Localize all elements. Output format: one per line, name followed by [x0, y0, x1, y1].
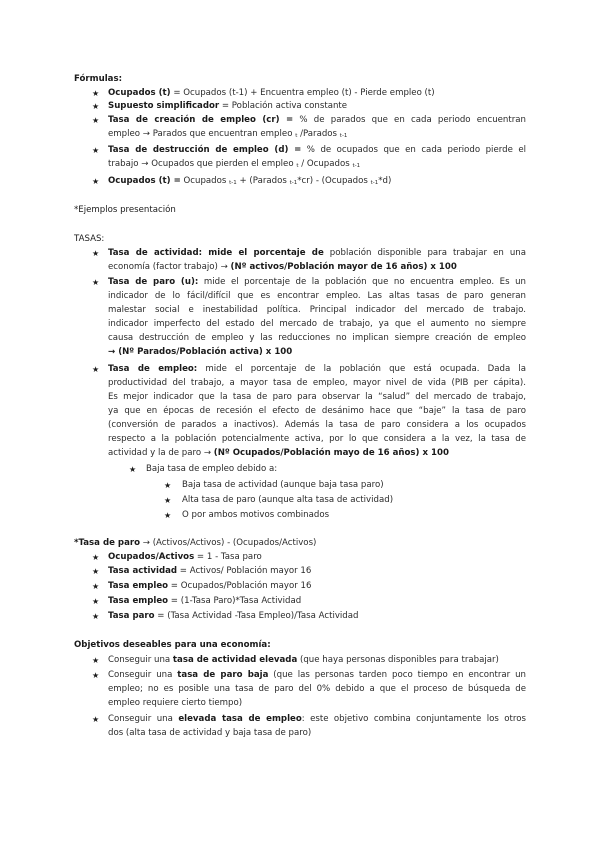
formula-item: Supuesto simplificador = Población activa constante [108, 101, 348, 111]
objetivo-item-cont: empleo requiere cierto tiempo) [108, 698, 243, 708]
tasa-empleo-text: (conversión de parados a inactivos). Además la tasa de paro considera a los ocupados [108, 420, 526, 430]
objetivos-heading: Objetivos deseables para una economía: [74, 640, 271, 650]
star-icon: ★ [92, 715, 100, 724]
formula-item: Ocupados (t) = Ocupados $_{t-1}$ + (Parados $_{t-1}$*cr) - (Ocupados $_{t-1}$*d) [108, 176, 392, 186]
tasa-paro-text: malestar social e inestabilidad política. Principal indicador del mercado de trabajo. [108, 305, 526, 315]
sub-sub-item: O por ambos motivos combinados [182, 510, 330, 520]
star-icon: ★ [92, 365, 100, 374]
tasa-paro-item: Ocupados/Activos = 1 - Tasa paro [108, 552, 262, 562]
tasa-empleo-text: respecto a la población potencialmente activa, por lo que considera a la vez, la tasa de [108, 434, 526, 444]
star-icon: ★ [92, 249, 100, 258]
objetivo-item-cont: empleo; no es posible una tasa de paro del 0% debido a que el proceso de búsqueda de [108, 684, 526, 694]
tasa-empleo-text: ya que en épocas de recesión el efecto de desánimo hace que “baje” la tasa de paro [108, 406, 526, 416]
star-icon: ★ [129, 465, 137, 474]
tasas-heading: TASAS: [74, 234, 105, 244]
star-icon: ★ [92, 102, 100, 111]
tasa-paro-text: indicador imperfecto del estado del mercado de trabajo, ya que el aumento no siempre [108, 319, 526, 329]
star-icon: ★ [164, 496, 172, 505]
star-icon: ★ [92, 612, 100, 621]
star-icon: ★ [92, 116, 100, 125]
star-icon: ★ [92, 146, 100, 155]
formula-item-cont: trabajo → Ocupados que pierden el empleo $_t$ / Ocupados $_{t-1}$ [108, 159, 361, 169]
star-icon: ★ [92, 567, 100, 576]
tasa-paro-item: Tasa empleo = (1-Tasa Paro)*Tasa Actividad [108, 596, 302, 606]
tasa-paro-section: *Tasa de paro → (Activos/Activos) - (Ocupados/Activos) [74, 538, 317, 548]
star-icon: ★ [92, 671, 100, 680]
star-icon: ★ [164, 511, 172, 520]
star-icon: ★ [92, 582, 100, 591]
tasa-paro-item: Tasa actividad = Activos/ Población mayor 16 [108, 566, 312, 576]
star-icon: ★ [164, 481, 172, 490]
objetivo-item: Conseguir una tasa de paro baja (que las personas tarden poco tiempo en encontrar un [108, 670, 526, 680]
formula-item: Tasa de creación de empleo (cr) = % de parados que en cada periodo encuentran [108, 115, 526, 125]
objetivo-item-cont: dos (alta tasa de actividad y baja tasa de paro) [108, 728, 312, 738]
tasa-empleo-text: productividad del trabajo, a mayor tasa de empleo, mayor nivel de vida (PIB per cápita). [108, 378, 526, 388]
objetivo-item: Conseguir una tasa de actividad elevada (que haya personas disponibles para trabajar) [108, 655, 499, 665]
star-icon: ★ [92, 89, 100, 98]
tasa-empleo-text: Es mejor indicador que la tasa de paro para observar la “salud” del mercado de trabajo, [108, 392, 526, 402]
ejemplos-note: *Ejemplos presentación [74, 205, 176, 215]
objetivo-item: Conseguir una elevada tasa de empleo: este objetivo combina conjuntamente los otros [108, 714, 526, 724]
star-icon: ★ [92, 177, 100, 186]
formula-item-cont: empleo → Parados que encuentran empleo $_t$ /Parados $_{t-1}$ [108, 129, 348, 139]
sub-sub-item: Baja tasa de actividad (aunque baja tasa paro) [182, 480, 384, 490]
formula-item: Ocupados (t) = Ocupados (t-1) + Encuentra empleo (t) - Pierde empleo (t) [108, 88, 435, 98]
tasa-paro-item: Tasa paro = (Tasa Actividad -Tasa Empleo)/Tasa Actividad [108, 611, 359, 621]
sub-sub-item: Alta tasa de paro (aunque alta tasa de actividad) [182, 495, 394, 505]
formulas-heading: Fórmulas: [74, 74, 123, 84]
tasa-paro-item: Tasa empleo = Ocupados/Población mayor 16 [108, 581, 312, 591]
tasa-paro-text: causa destrucción de empleo y las reducciones no implican siempre creación de empleo [108, 333, 526, 343]
tasa-empleo-formula: actividad y la de paro → (Nº Ocupados/Población mayo de 16 años) x 100 [108, 448, 449, 458]
tasa-empleo: Tasa de empleo: mide el porcentaje de la población que está ocupada. Dada la [108, 364, 526, 374]
tasa-paro-text: indicador de lo fácil/difícil que es encontrar empleo. Las altas tasas de paro generan [108, 291, 526, 301]
sub-item: Baja tasa de empleo debido a: [146, 464, 278, 474]
star-icon: ★ [92, 597, 100, 606]
tasa-actividad-cont: economía (factor trabajo) → (Nº activos/Población mayor de 16 años) x 100 [108, 262, 457, 272]
tasa-actividad: Tasa de actividad: mide el porcentaje de población disponible para trabajar en una [108, 248, 526, 258]
formula-item: Tasa de destrucción de empleo (d) = % de ocupados que en cada periodo pierde el [108, 145, 527, 155]
star-icon: ★ [92, 278, 100, 287]
tasa-paro-formula: → (Nº Parados/Población activa) x 100 [108, 347, 293, 357]
star-icon: ★ [92, 553, 100, 562]
tasa-paro: Tasa de paro (u): mide el porcentaje de la población que no encuentra empleo. Es un [108, 277, 526, 287]
star-icon: ★ [92, 656, 100, 665]
